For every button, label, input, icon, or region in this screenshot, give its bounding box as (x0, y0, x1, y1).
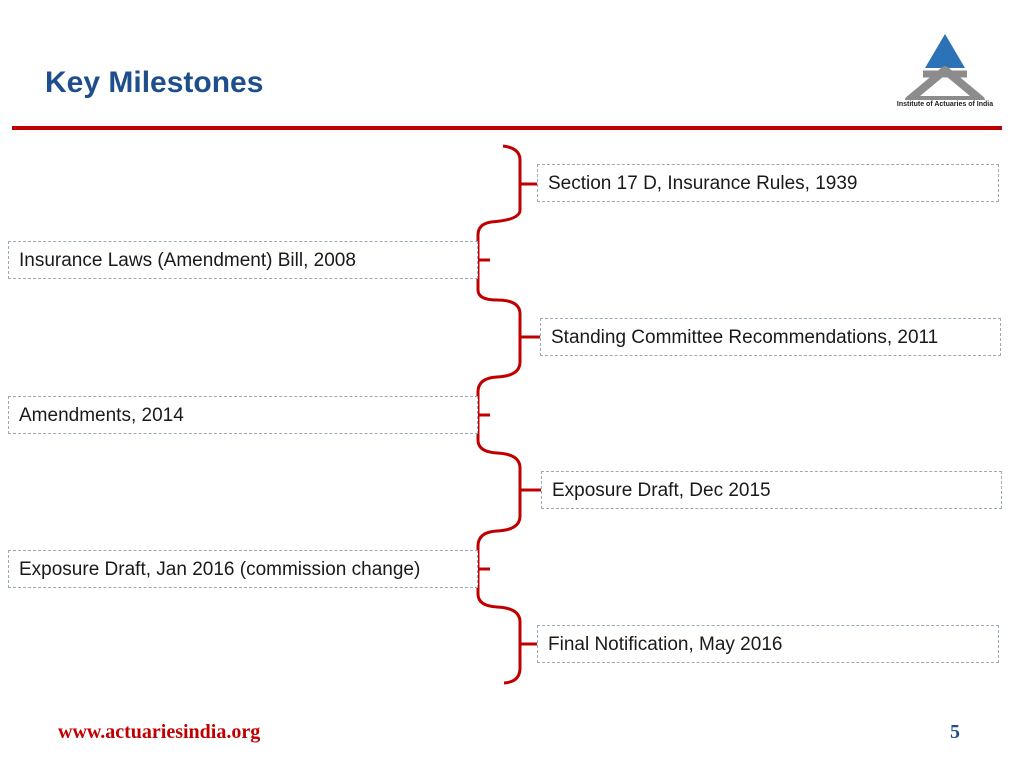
milestone-box-1939: Section 17 D, Insurance Rules, 1939 (537, 164, 999, 202)
milestone-box-dec-2015: Exposure Draft, Dec 2015 (541, 471, 1002, 509)
milestone-box-2014: Amendments, 2014 (8, 396, 478, 434)
logo-caption: Institute of Actuaries of India (896, 101, 994, 108)
milestone-box-may-2016: Final Notification, May 2016 (537, 625, 999, 663)
slide-title: Key Milestones (45, 66, 264, 99)
milestone-box-2008: Insurance Laws (Amendment) Bill, 2008 (8, 241, 478, 279)
footer-website-link[interactable]: www.actuariesindia.org (58, 721, 261, 743)
page-number: 5 (950, 721, 960, 743)
milestone-box-jan-2016: Exposure Draft, Jan 2016 (commission change) (8, 550, 478, 588)
milestone-box-2011: Standing Committee Recommendations, 2011 (540, 318, 1001, 356)
